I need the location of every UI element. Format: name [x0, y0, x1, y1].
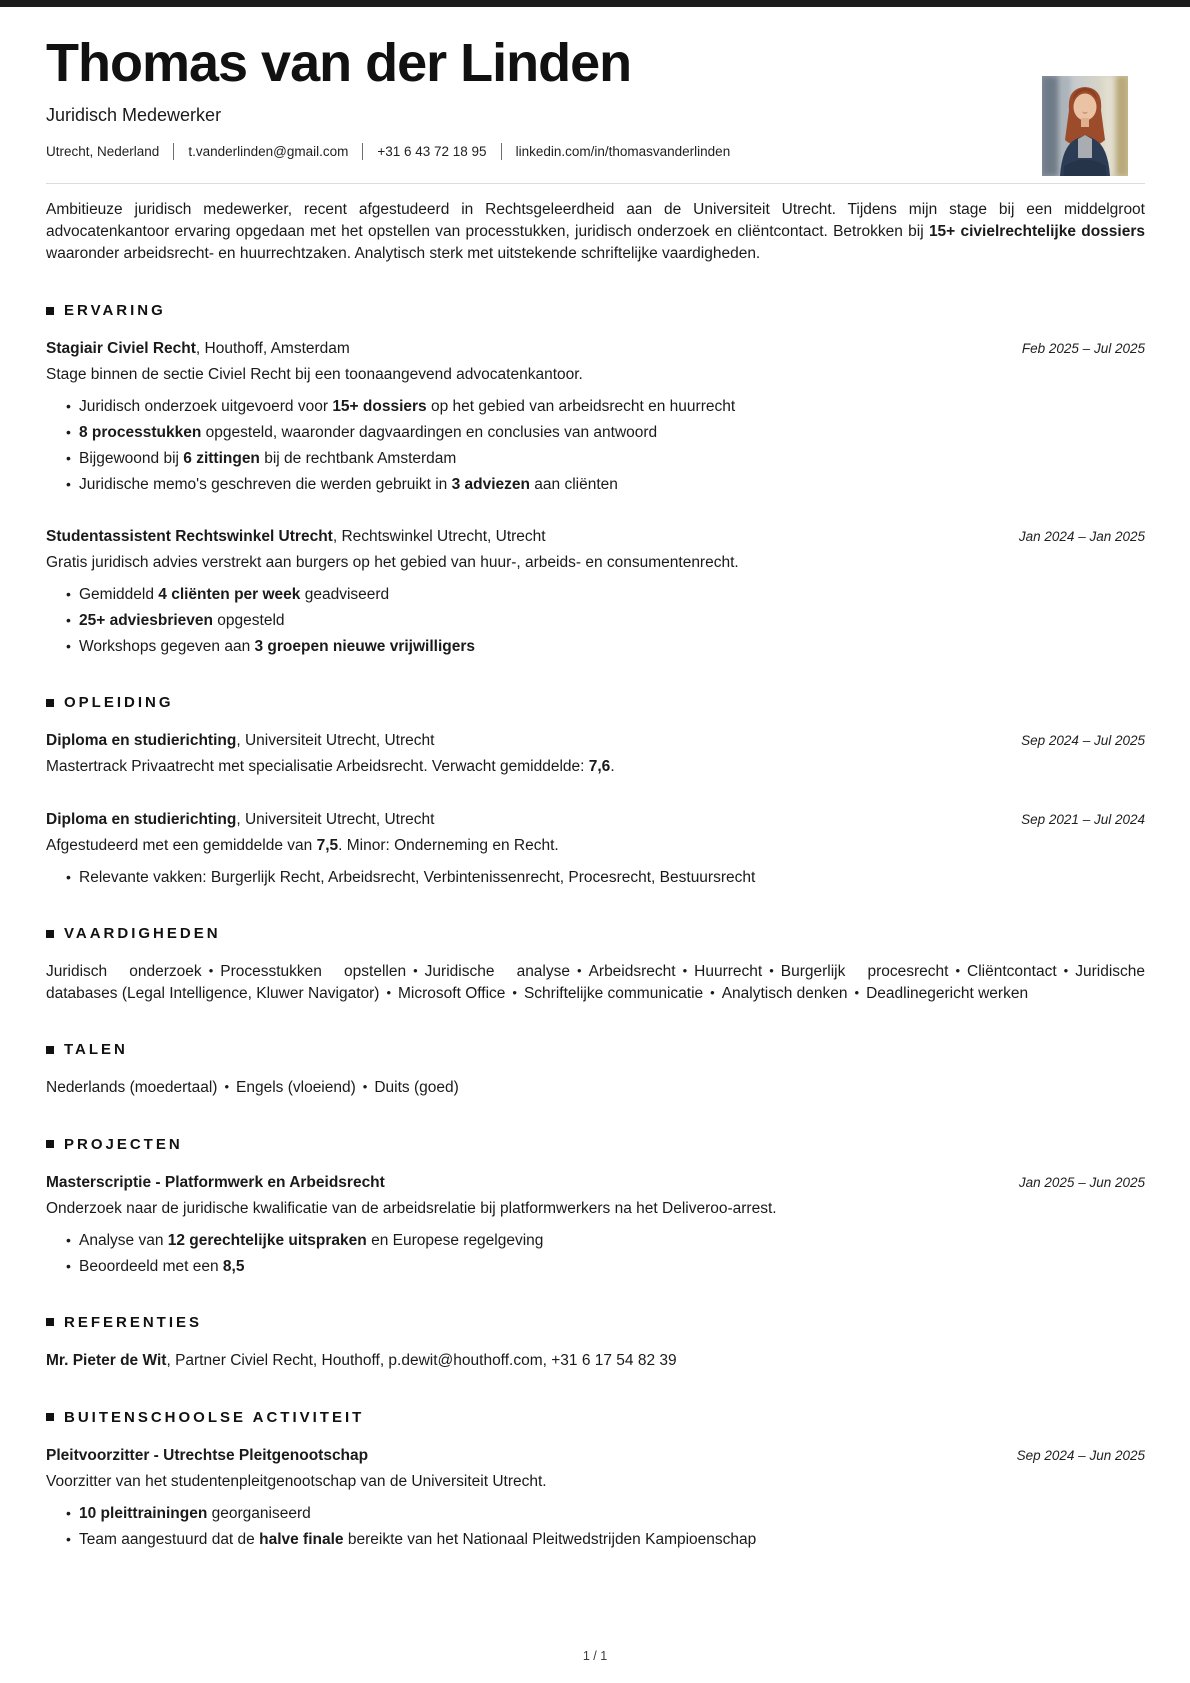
bullet-separator-icon: •	[955, 963, 961, 979]
list-item: Burgerlijk procesrecht	[780, 963, 949, 981]
bullet-separator-icon: •	[1063, 963, 1069, 979]
entry-title-emphasis: Diploma en studierichting	[46, 811, 237, 829]
section-marker-icon	[46, 699, 54, 707]
resume-entry	[46, 809, 1145, 888]
entry-title-detail: , Universiteit Utrecht, Utrecht	[236, 732, 435, 750]
entry-description	[46, 1077, 1145, 1099]
entry-date: Sep 2024 – Jun 2025	[1016, 1447, 1145, 1463]
section-marker-icon	[46, 1318, 54, 1326]
bullet-item: • Juridische memo's geschreven die werden gebruikt in 3 adviezen aan cliënten	[66, 474, 1145, 495]
list-item: Huurrecht	[694, 963, 763, 981]
resume-section	[46, 1409, 1145, 1550]
list-item: Microsoft Office	[398, 984, 506, 1002]
contact-email-link[interactable]: t.vanderlinden@gmail.com	[188, 144, 349, 160]
section-marker-icon	[46, 1413, 54, 1421]
person-name: Thomas van der Linden	[46, 33, 632, 93]
entry-bullets	[46, 584, 1145, 657]
resume-section	[46, 1041, 1145, 1099]
list-item: Processtukken opstellen	[220, 963, 407, 981]
bullet-separator-icon: •	[577, 963, 582, 979]
entry-title-detail: , Universiteit Utrecht, Utrecht	[236, 811, 435, 829]
entry-date: Feb 2025 – Jul 2025	[1021, 341, 1145, 357]
contact-phone: +31 6 43 72 18 95	[377, 144, 487, 160]
bullet-separator-icon: •	[710, 984, 715, 1000]
resume-section	[46, 1136, 1145, 1277]
entry-header	[46, 809, 1145, 831]
section-body	[46, 338, 1145, 657]
entry-header	[46, 526, 1145, 548]
list-item: Juridische analyse	[424, 963, 570, 981]
section-heading-label: REFERENTIES	[64, 1313, 203, 1331]
contact-separator	[173, 143, 174, 160]
contact-location: Utrecht, Nederland	[46, 144, 160, 160]
entry-title-emphasis: Pleitvoorzitter - Utrechtse Pleitgenootschap	[46, 1446, 369, 1464]
bullet-separator-icon: •	[224, 1079, 230, 1095]
entry-date: Sep 2021 – Jul 2024	[1021, 812, 1145, 828]
section-heading-label: BUITENSCHOOLSE ACTIVITEIT	[64, 1408, 365, 1426]
list-item: Deadlinegericht werken	[866, 984, 1029, 1002]
section-heading	[46, 1314, 1145, 1331]
section-marker-icon	[46, 307, 54, 315]
resume-entry	[46, 1445, 1145, 1550]
resume-entry	[46, 961, 1145, 1004]
section-body	[46, 1445, 1145, 1550]
entry-description: Gratis juridisch advies verstrekt aan burgers op het gebied van huur-, arbeids- en consumentenrecht.	[46, 554, 739, 572]
entry-title-emphasis: Studentassistent Rechtswinkel Utrecht	[46, 528, 333, 546]
entry-bullets	[46, 867, 1145, 888]
section-marker-icon	[46, 930, 54, 938]
entry-description: Afgestudeerd met een gemiddelde van 7,5. Minor: Onderneming en Recht.	[46, 837, 559, 855]
resume-entry	[46, 526, 1145, 657]
contact-separator	[501, 143, 502, 160]
list-item: Cliëntcontact	[967, 963, 1057, 981]
entry-description: Mr. Pieter de Wit, Partner Civiel Recht, Houthoff, p.dewit@houthoff.com, +31 6 17 54 82 39	[46, 1351, 677, 1369]
list-item: Arbeidsrecht	[588, 963, 676, 981]
entry-date: Jan 2024 – Jan 2025	[1018, 529, 1145, 545]
resume-body	[0, 34, 1190, 1550]
section-body	[46, 730, 1145, 888]
bullet-item: • Gemiddeld 4 cliënten per week geadviseerd	[66, 584, 1145, 605]
bullet-item: • 8 processtukken opgesteld, waaronder dagvaardingen en conclusies van antwoord	[66, 422, 1145, 443]
entry-header	[46, 1172, 1145, 1194]
section-heading	[46, 1409, 1145, 1426]
resume-entry	[46, 338, 1145, 495]
entry-title	[46, 338, 350, 360]
entry-title-emphasis: Stagiair Civiel Recht	[46, 340, 196, 358]
section-heading-label: PROJECTEN	[64, 1135, 183, 1153]
section-heading	[46, 694, 1145, 711]
entry-title	[46, 526, 546, 548]
contact-linkedin-link[interactable]: linkedin.com/in/thomasvanderlinden	[515, 144, 731, 160]
bullet-item: • Beoordeeld met een 8,5	[66, 1256, 1145, 1277]
entry-title-emphasis: Diploma en studierichting	[46, 732, 237, 750]
section-heading	[46, 925, 1145, 942]
entry-title	[46, 809, 434, 831]
list-item: Juridisch onderzoek	[46, 963, 202, 981]
bullet-item: • Juridisch onderzoek uitgevoerd voor 15+ dossiers op het gebied van arbeidsrecht en huurrecht	[66, 396, 1145, 417]
section-heading-label: OPLEIDING	[64, 694, 174, 712]
resume-entry	[46, 1172, 1145, 1277]
entry-description: Mastertrack Privaatrecht met specialisatie Arbeidsrecht. Verwacht gemiddelde: 7,6.	[46, 758, 615, 776]
bullet-separator-icon: •	[413, 963, 418, 979]
profile-photo	[1042, 76, 1128, 176]
entry-header	[46, 730, 1145, 752]
section-heading-label: ERVARING	[64, 302, 166, 320]
bullet-separator-icon: •	[386, 984, 392, 1000]
resume-entry	[46, 730, 1145, 778]
section-body	[46, 1172, 1145, 1277]
job-title: Juridisch Medewerker	[46, 105, 222, 126]
entry-description: Stage binnen de sectie Civiel Recht bij een toonaangevend advocatenkantoor.	[46, 366, 583, 384]
section-heading	[46, 1041, 1145, 1058]
resume-entry	[46, 1077, 1145, 1099]
list-item: Engels (vloeiend)	[236, 1079, 356, 1097]
profile-summary: Ambitieuze juridisch medewerker, recent afgestudeerd in Rechtsgeleerdheid aan de Universiteit Utrecht. Tijdens mijn stage bij een middelgroot advocatenkantoor ervaring opgedaan met het opstellen van processtukken, juridisch onderzoek en cliëntcontact. Betrokken bij 15+ civielrechtelijke dossiers waaronder arbeidsrecht- en huurrechtzaken. Analytisch sterk met uitstekende schriftelijke vaardigheden.	[46, 201, 1145, 263]
contact-row	[46, 143, 1145, 160]
entry-bullets	[46, 396, 1145, 495]
profile-photo-illustration	[1042, 76, 1128, 176]
entry-title-emphasis: Masterscriptie - Platformwerk en Arbeidsrecht	[46, 1173, 385, 1191]
list-item: Duits (goed)	[374, 1079, 459, 1097]
entry-header	[46, 1445, 1145, 1467]
bullet-item: • 10 pleittrainingen georganiseerd	[66, 1503, 1145, 1524]
contact-separator	[362, 143, 363, 160]
entry-title	[46, 1172, 385, 1194]
bullet-item: • Bijgewoond bij 6 zittingen bij de rechtbank Amsterdam	[66, 448, 1145, 469]
bullet-item: • Analyse van 12 gerechtelijke uitspraken en Europese regelgeving	[66, 1230, 1145, 1251]
bullet-separator-icon: •	[208, 963, 214, 979]
entry-title	[46, 730, 434, 752]
section-heading	[46, 302, 1145, 319]
bullet-separator-icon: •	[512, 984, 517, 1000]
entry-title	[46, 1445, 368, 1467]
resume-section	[46, 1314, 1145, 1372]
bullet-separator-icon: •	[362, 1079, 368, 1095]
entry-title-detail: , Rechtswinkel Utrecht, Utrecht	[332, 528, 546, 546]
entry-header	[46, 338, 1145, 360]
entry-description: Onderzoek naar de juridische kwalificatie van de arbeidsrelatie bij platformwerkers na het Deliveroo-arrest.	[46, 1199, 777, 1217]
entry-date: Sep 2024 – Jul 2025	[1021, 733, 1145, 749]
bullet-separator-icon: •	[682, 963, 688, 979]
section-heading-label: VAARDIGHEDEN	[64, 925, 221, 943]
bullet-separator-icon: •	[854, 984, 860, 1000]
list-item: Analytisch denken	[721, 984, 848, 1002]
bullet-item: • Team aangestuurd dat de halve finale bereikte van het Nationaal Pleitwedstrijden Kampioenschap	[66, 1529, 1145, 1550]
entry-description	[46, 961, 1145, 1004]
section-heading	[46, 1136, 1145, 1153]
entry-description: Voorzitter van het studentenpleitgenootschap van de Universiteit Utrecht.	[46, 1472, 547, 1490]
entry-bullets	[46, 1230, 1145, 1277]
top-accent-bar	[0, 0, 1190, 7]
section-body	[46, 961, 1145, 1004]
header-divider	[46, 183, 1145, 184]
entry-title-detail: , Houthoff, Amsterdam	[195, 340, 350, 358]
bullet-item: • 25+ adviesbrieven opgesteld	[66, 610, 1145, 631]
section-marker-icon	[46, 1046, 54, 1054]
page-indicator: 1 / 1	[582, 1649, 608, 1663]
section-body	[46, 1350, 1145, 1372]
resume-section	[46, 302, 1145, 657]
bullet-item: • Workshops gegeven aan 3 groepen nieuwe vrijwilligers	[66, 636, 1145, 657]
list-item: Schriftelijke communicatie	[523, 984, 704, 1002]
list-item: Juridische databases (Legal Intelligence, Kluwer Navigator)	[46, 963, 1145, 1002]
resume-section	[46, 925, 1145, 1004]
entry-date: Jan 2025 – Jun 2025	[1018, 1174, 1145, 1190]
entry-bullets	[46, 1503, 1145, 1550]
resume-entry	[46, 1350, 1145, 1372]
section-marker-icon	[46, 1140, 54, 1148]
bullet-separator-icon: •	[769, 963, 774, 979]
list-item: Nederlands (moedertaal)	[46, 1079, 218, 1097]
resume-section	[46, 694, 1145, 888]
bullet-item: • Relevante vakken: Burgerlijk Recht, Arbeidsrecht, Verbintenissenrecht, Procesrecht, Bestuursrecht	[66, 867, 1145, 888]
section-heading-label: TALEN	[64, 1041, 128, 1059]
sections-container	[46, 302, 1145, 1550]
section-body	[46, 1077, 1145, 1099]
